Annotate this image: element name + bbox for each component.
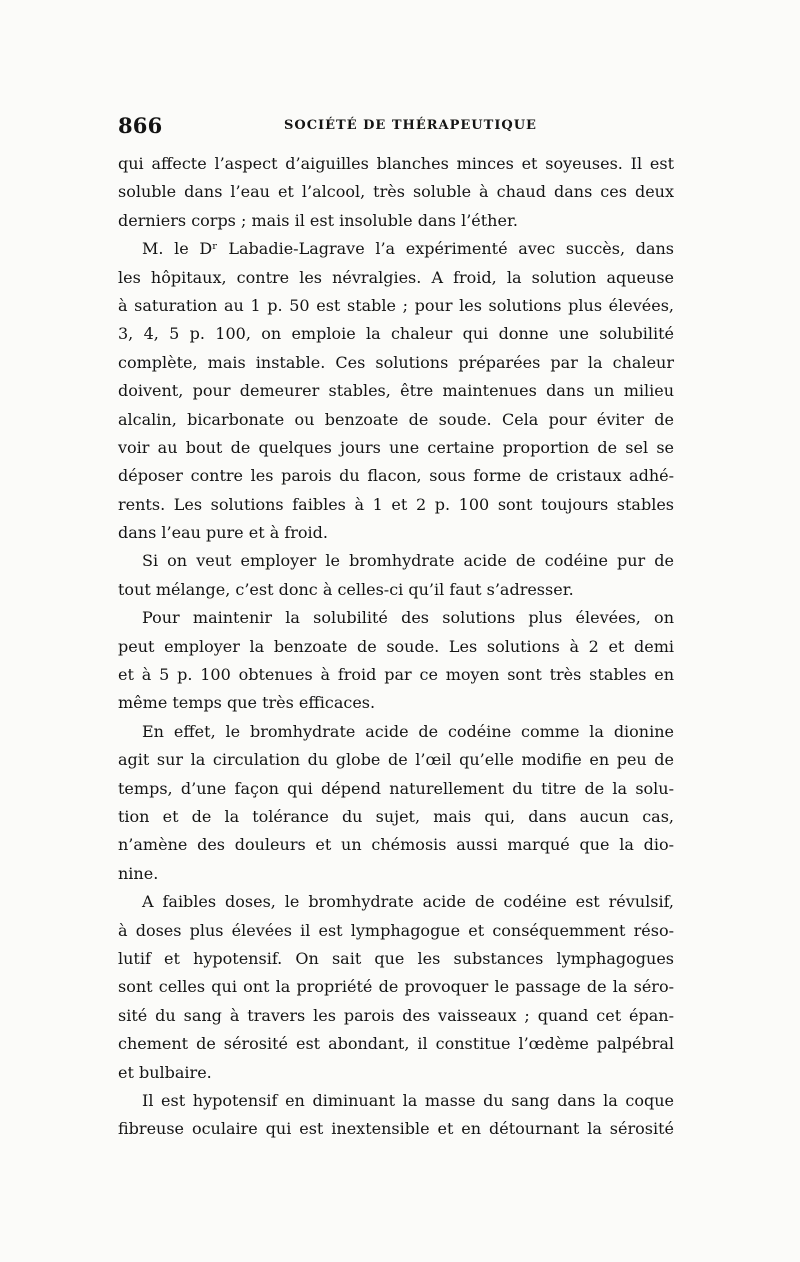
text-line: tion et de la tolérance du sujet, mais qui, dans aucun cas, <box>118 806 674 826</box>
text-line: et bulbaire. <box>118 1062 212 1082</box>
text-line: tout mélange, c’est donc à celles-ci qu’il faut s’adresser. <box>118 579 574 599</box>
text-line: 3, 4, 5 p. 100, on emploie la chaleur qui donne une solubilité <box>118 324 674 344</box>
text-line: fibreuse oculaire qui est inextensible et en détournant la sérosité <box>118 1119 674 1139</box>
text-line: temps, d’une façon qui dépend naturellement du titre de la solu- <box>118 778 674 798</box>
text-line: et à 5 p. 100 obtenues à froid par ce moyen sont très stables en <box>118 665 674 685</box>
text-line: agit sur la circulation du globe de l’œil qu’elle modifie en peu de <box>118 750 674 770</box>
paragraph-start-line: A faibles doses, le bromhydrate acide de codéine est révulsif, <box>142 892 674 912</box>
text-line: voir au bout de quelques jours une certaine proportion de sel se <box>118 437 674 457</box>
paragraph-start-line: Il est hypotensif en diminuant la masse du sang dans la coque <box>142 1090 674 1110</box>
paragraph-start-line: Pour maintenir la solubilité des solutions plus élevées, on <box>142 608 674 628</box>
text-line: à saturation au 1 p. 50 est stable ; pour les solutions plus élevées, <box>118 295 674 315</box>
text-line: doivent, pour demeurer stables, être maintenues dans un milieu <box>118 381 674 401</box>
body-text <box>118 150 674 1144</box>
running-title: SOCIÉTÉ DE THÉRAPEUTIQUE <box>284 118 537 133</box>
text-line: rents. Les solutions faibles à 1 et 2 p. 100 sont toujours stables <box>118 494 674 514</box>
text-line: déposer contre les parois du flacon, sous forme de cristaux adhé- <box>118 466 674 486</box>
text-line: alcalin, bicarbonate ou benzoate de soude. Cela pour éviter de <box>118 409 674 429</box>
text-line: derniers corps ; mais il est insoluble dans l’éther. <box>118 210 518 230</box>
paragraph-start-line: M. le Dʳ Labadie-Lagrave l’a expérimenté avec succès, dans <box>142 239 674 259</box>
text-line: chement de sérosité est abondant, il constitue l’œdème palpébral <box>118 1034 674 1054</box>
text-line: soluble dans l’eau et l’alcool, très soluble à chaud dans ces deux <box>118 182 674 202</box>
paragraph-start-line: En effet, le bromhydrate acide de codéine comme la dionine <box>142 721 674 741</box>
text-line: complète, mais instable. Ces solutions préparées par la chaleur <box>118 352 674 372</box>
text-line: sont celles qui ont la propriété de provoquer le passage de la séro- <box>118 977 674 997</box>
text-line: lutif et hypotensif. On sait que les substances lymphagogues <box>118 948 674 968</box>
page-number: 866 <box>118 113 163 138</box>
text-line: sité du sang à travers les parois des vaisseaux ; quand cet épan- <box>118 1005 674 1025</box>
text-line: à doses plus élevées il est lymphagogue et conséquemment réso- <box>118 920 674 940</box>
text-line: peut employer la benzoate de soude. Les solutions à 2 et demi <box>118 636 674 656</box>
text-line: n’amène des douleurs et un chémosis aussi marqué que la dio- <box>118 835 674 855</box>
paragraph-start-line: Si on veut employer le bromhydrate acide de codéine pur de <box>142 551 674 571</box>
page-header <box>118 113 674 141</box>
text-line: les hôpitaux, contre les névralgies. A froid, la solution aqueuse <box>118 267 674 287</box>
text-line: même temps que très efficaces. <box>118 693 376 713</box>
text-line: qui affecte l’aspect d’aiguilles blanches minces et soyeuses. Il est <box>118 154 674 173</box>
text-line: dans l’eau pure et à froid. <box>118 523 328 543</box>
text-line: nine. <box>118 863 159 883</box>
